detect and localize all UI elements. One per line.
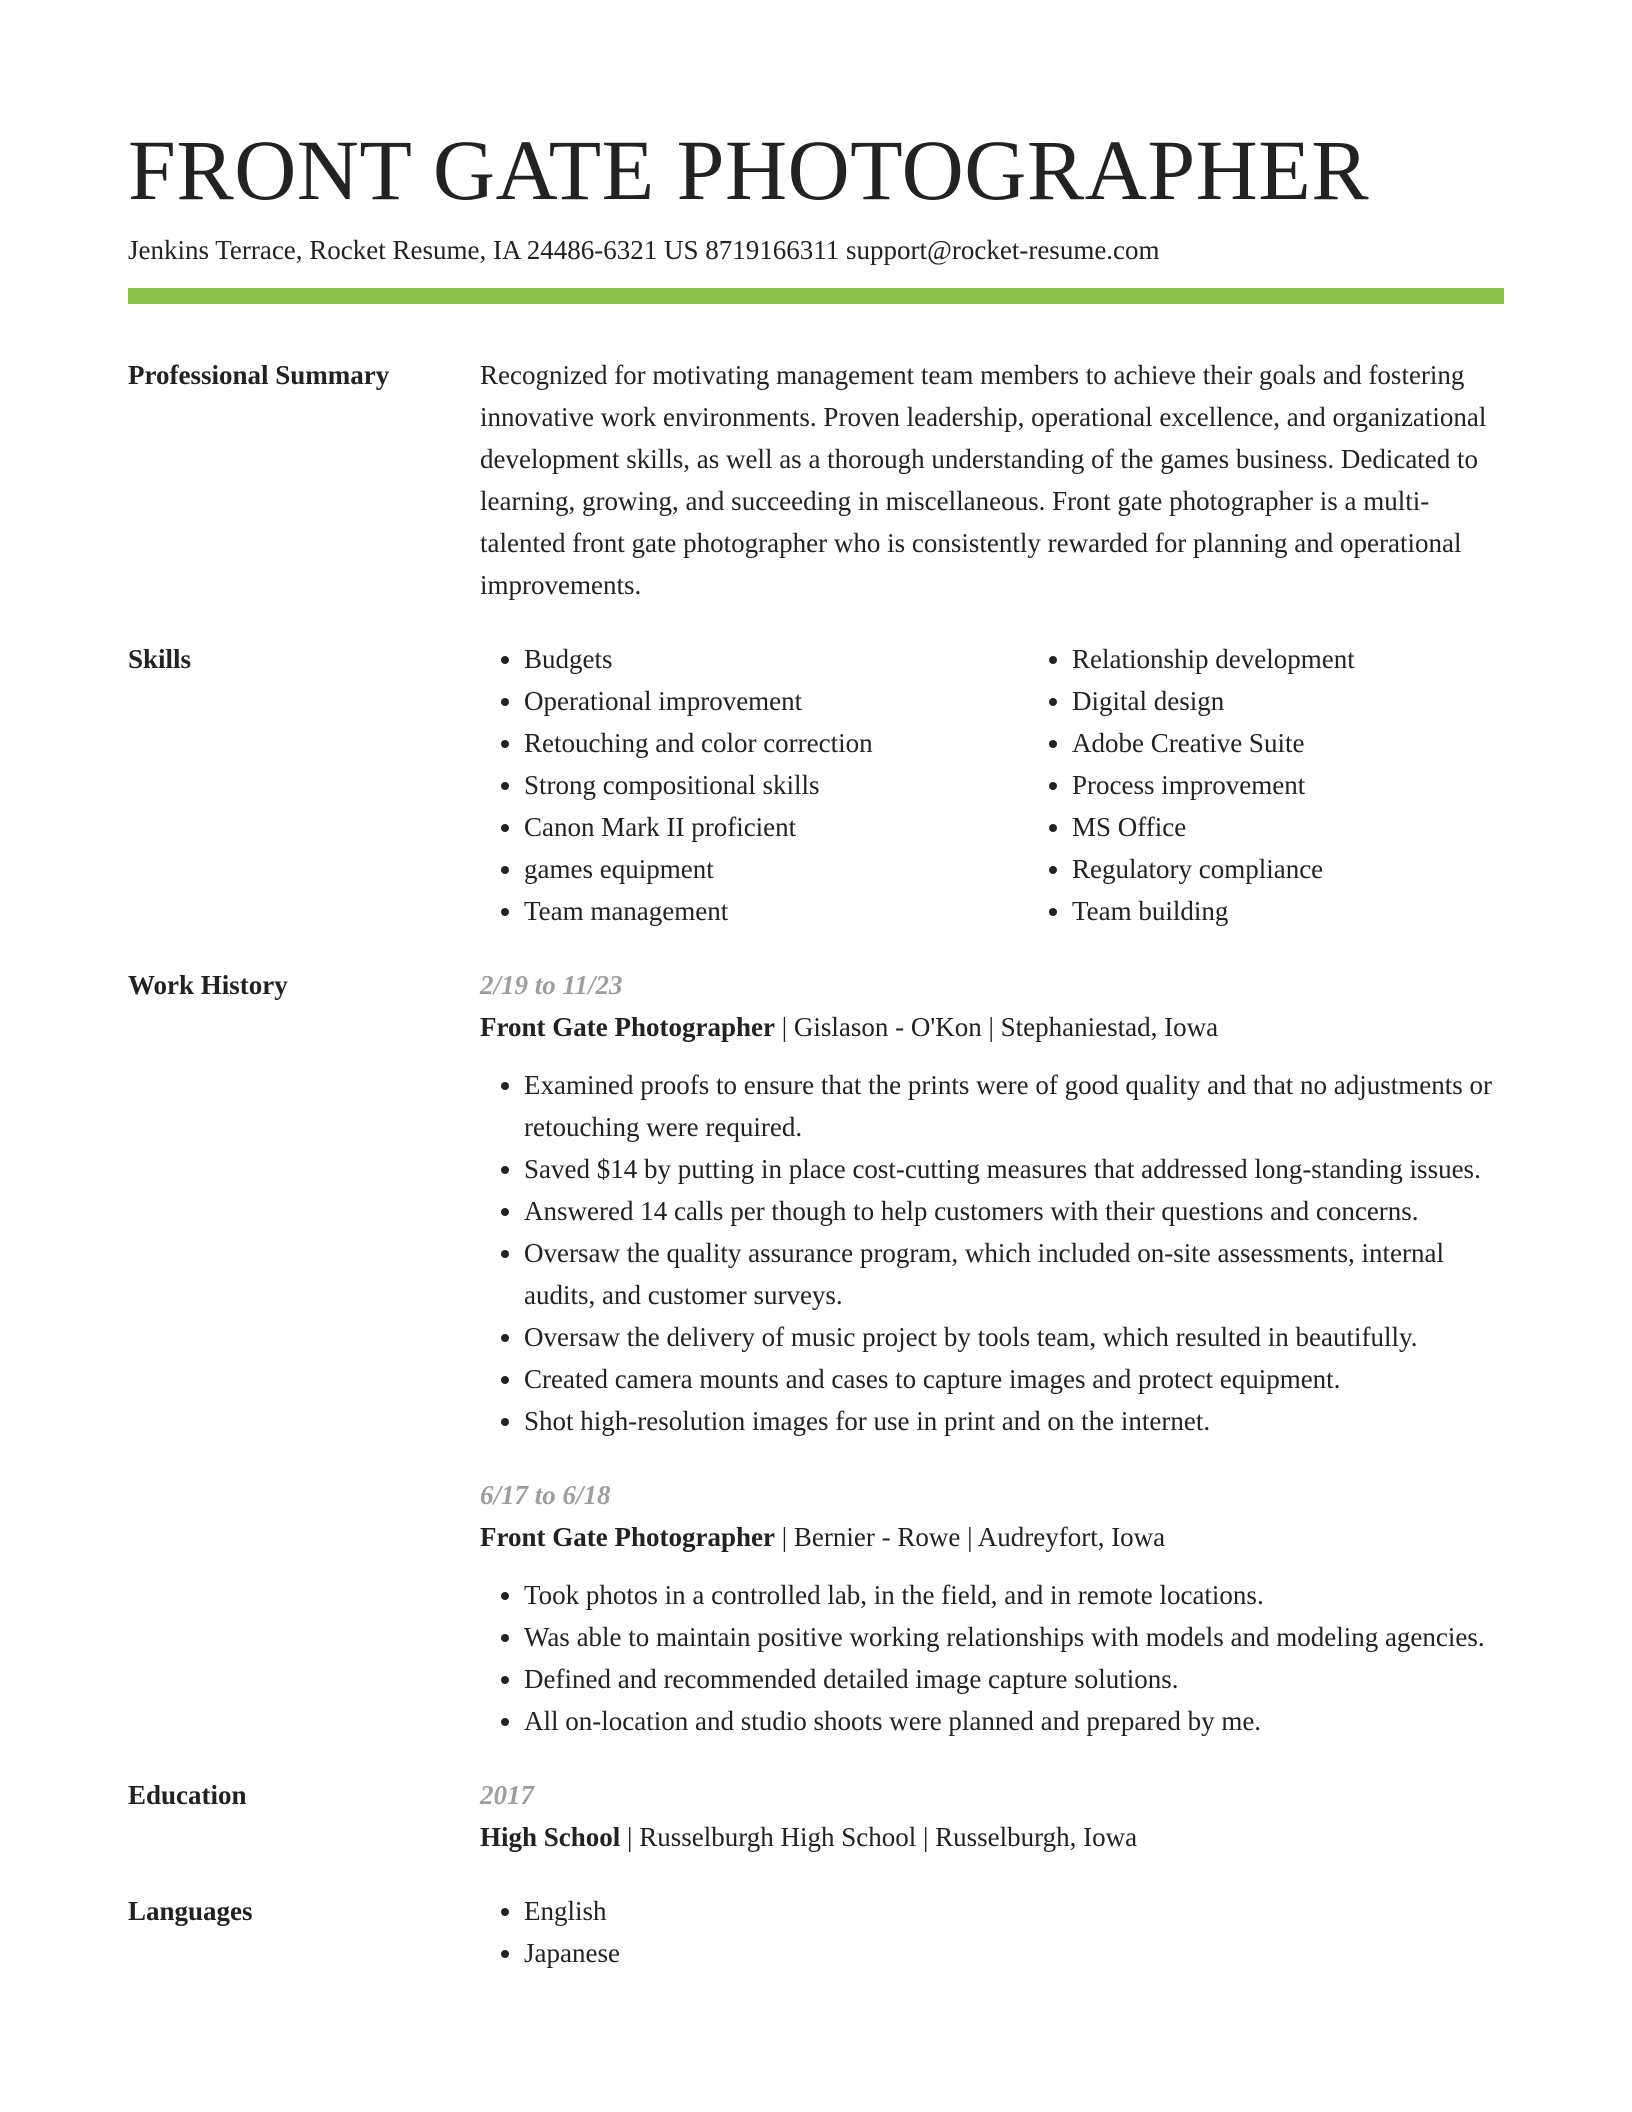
section-body — [480, 1774, 1504, 1858]
job-title: Front Gate Photographer — [480, 1012, 775, 1042]
contact-phone: 8719166311 — [705, 235, 847, 265]
skill-item: • Budgets — [524, 638, 1028, 680]
job-details: | Bernier - Rowe | Audreyfort, Iowa — [774, 1522, 1166, 1552]
skills-list-right — [1028, 638, 1592, 932]
job-entry — [480, 1474, 1504, 1742]
job-bullets — [480, 1574, 1504, 1742]
job-bullet: • Saved $14 by putting in place cost-cutting measures that addressed long-standing issues. — [524, 1148, 1504, 1190]
section-body — [480, 354, 1504, 606]
skill-item: • Digital design — [1072, 680, 1592, 722]
job-bullet: • Oversaw the quality assurance program, which included on-site assessments, internal audits, and customer surveys. — [524, 1232, 1504, 1316]
job-entry — [480, 964, 1504, 1442]
section-languages — [128, 1890, 1504, 1974]
job-heading — [480, 1006, 1504, 1048]
job-details: | Gislason - O'Kon | Stephaniestad, Iowa — [774, 1012, 1219, 1042]
skill-item: • MS Office — [1072, 806, 1592, 848]
job-bullet: • Defined and recommended detailed image capture solutions. — [524, 1658, 1504, 1700]
skill-item: • Process improvement — [1072, 764, 1592, 806]
job-heading — [480, 1516, 1504, 1558]
job-bullet: • Examined proofs to ensure that the prints were of good quality and that no adjustments or retouching were required. — [524, 1064, 1504, 1148]
education-heading — [480, 1816, 1504, 1858]
skill-item: • Strong compositional skills — [524, 764, 1028, 806]
header-divider — [128, 288, 1504, 304]
contact-line — [128, 230, 1504, 270]
skill-item: • Relationship development — [1072, 638, 1592, 680]
job-bullet: • Was able to maintain positive working relationships with models and modeling agencies. — [524, 1616, 1504, 1658]
section-skills — [128, 638, 1504, 932]
job-bullet: • Oversaw the delivery of music project by tools team, which resulted in beautifully. — [524, 1316, 1504, 1358]
contact-address: Jenkins Terrace, Rocket Resume, IA 24486-6321 US — [128, 235, 706, 265]
section-label: Skills — [128, 644, 192, 674]
education-degree: High School — [480, 1822, 621, 1852]
job-bullet: • All on-location and studio shoots were planned and prepared by me. — [524, 1700, 1504, 1742]
skill-item: • Regulatory compliance — [1072, 848, 1592, 890]
section-body — [480, 1890, 1504, 1974]
candidate-name: FRONT GATE PHOTOGRAPHER — [128, 122, 1370, 218]
skill-item: • Operational improvement — [524, 680, 1028, 722]
contact-email: support@rocket-resume.com — [846, 235, 1160, 265]
education-year: 2017 — [480, 1780, 534, 1810]
skill-item: • Team management — [524, 890, 1028, 932]
skill-item: • Retouching and color correction — [524, 722, 1028, 764]
job-bullet: • Took photos in a controlled lab, in the field, and in remote locations. — [524, 1574, 1504, 1616]
section-work-history — [128, 964, 1504, 1742]
languages-list — [480, 1890, 1504, 1974]
section-label: Work History — [128, 970, 288, 1000]
section-professional-summary — [128, 354, 1504, 606]
section-education — [128, 1774, 1504, 1858]
skill-item: • Team building — [1072, 890, 1592, 932]
section-label: Languages — [128, 1896, 253, 1926]
language-item: • English — [524, 1890, 1504, 1932]
skill-item: • Canon Mark II proficient — [524, 806, 1028, 848]
skill-item: • games equipment — [524, 848, 1028, 890]
job-dates: 2/19 to 11/23 — [480, 970, 623, 1000]
language-item: • Japanese — [524, 1932, 1504, 1974]
summary-text: Recognized for motivating management team members to achieve their goals and fostering innovative work environments. Proven leadership, operational excellence, and organizational development skills, as well as a thorough understanding of the games business. Dedicated to learning, growing, and succeeding in miscellaneous. Front gate photographer is a multi-talented front gate photographer who is consistently rewarded for planning and operational improvements. — [480, 360, 1487, 600]
section-label: Professional Summary — [128, 360, 390, 390]
skill-item: • Adobe Creative Suite — [1072, 722, 1592, 764]
job-bullets — [480, 1064, 1504, 1442]
job-bullet: • Created camera mounts and cases to capture images and protect equipment. — [524, 1358, 1504, 1400]
job-title: Front Gate Photographer — [480, 1522, 775, 1552]
job-bullet: • Shot high-resolution images for use in print and on the internet. — [524, 1400, 1504, 1442]
job-dates: 6/17 to 6/18 — [480, 1480, 611, 1510]
section-label: Education — [128, 1780, 247, 1810]
education-details: | Russelburgh High School | Russelburgh, Iowa — [620, 1822, 1138, 1852]
section-body — [480, 964, 1504, 1742]
job-bullet: • Answered 14 calls per though to help customers with their questions and concerns. — [524, 1190, 1504, 1232]
skills-list-left — [480, 638, 1028, 932]
skills-grid — [480, 638, 1592, 932]
